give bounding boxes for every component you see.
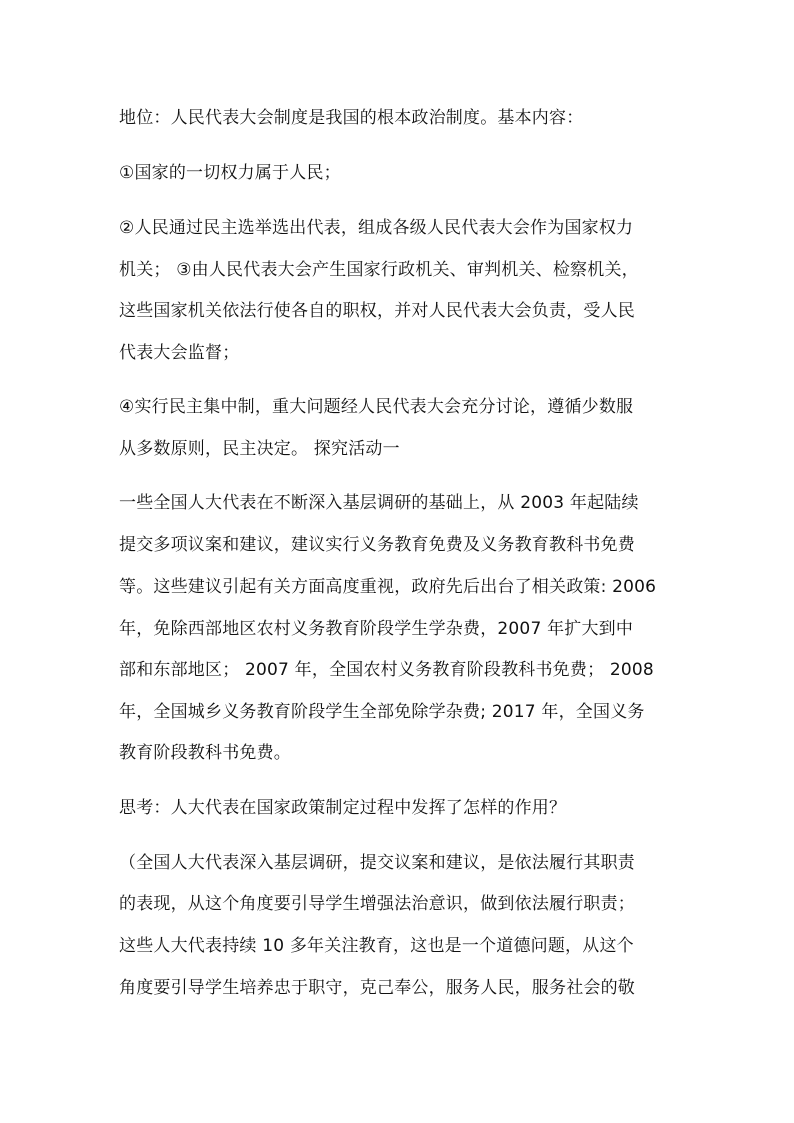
paragraph-line: 从多数原则，民主决定。 探究活动一 [119,439,400,459]
paragraph-line: 思考：人大代表在国家政策制定过程中发挥了怎样的作用？ [119,798,567,818]
paragraph-line: 代表大会监督； [119,343,240,363]
paragraph-line: 一些全国人大代表在不断深入基层调研的基础上，从 2003 年起陆续 [119,493,639,513]
paragraph-line: 等。这些建议引起有关方面高度重视，政府先后出台了相关政策: 2006 [119,577,657,597]
paragraph-line: 角度要引导学生培养忠于职守，克己奉公，服务人民，服务社会的敬 [119,978,635,998]
paragraph-line: 部和东部地区； 2007 年，全国农村义务教育阶段教科书免费； 2008 [119,660,654,680]
paragraph-line: 年，全国城乡义务教育阶段学生全部免除学杂费; 2017 年，全国义务 [119,702,645,722]
paragraph-line: 这些国家机关依法行使各自的职权，并对人民代表大会负责，受人民 [119,301,635,321]
paragraph-line: 地位：人民代表大会制度是我国的根本政治制度。基本内容： [119,108,584,128]
paragraph-line: （全国人大代表深入基层调研，提交议案和建议，是依法履行其职责 [119,853,635,873]
paragraph-line: ①国家的一切权力属于人民； [119,163,341,183]
paragraph-line: ④实行民主集中制，重大问题经人民代表大会充分讨论，遵循少数服 [119,397,634,417]
paragraph-line: 教育阶段教科书免费。 [119,743,291,763]
paragraph-line: ②人民通过民主选举选出代表，组成各级人民代表大会作为国家权力 [119,218,634,238]
paragraph-line: 年，免除西部地区农村义务教育阶段学生学杂费，2007 年扩大到中 [119,619,634,639]
paragraph-line: 这些人大代表持续 10 多年关注教育，这也是一个道德问题，从这个 [119,936,634,956]
paragraph-line: 提交多项议案和建议，建议实行义务教育免费及义务教育教科书免费 [119,535,635,555]
paragraph-line: 的表现，从这个角度要引导学生增强法治意识，做到依法履行职责； [119,894,635,914]
paragraph-line: 机关； ③由人民代表大会产生国家行政机关、审判机关、检察机关， [119,260,639,280]
